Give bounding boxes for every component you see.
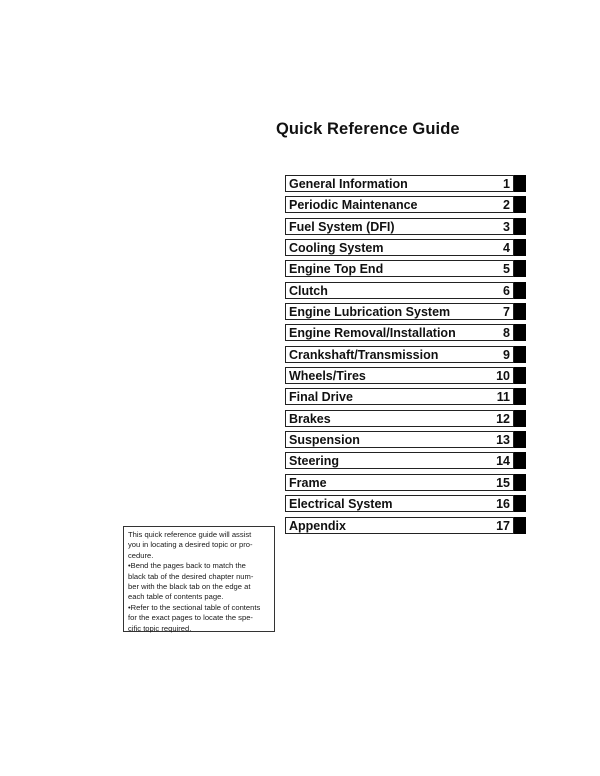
toc-item-box <box>285 452 514 469</box>
toc-item-label: Engine Lubrication System <box>289 305 451 320</box>
toc-item-number: 10 <box>496 369 510 384</box>
toc-item-engine-lubrication-system[interactable] <box>285 303 527 320</box>
toc-item-box <box>285 431 514 448</box>
chapter-tab <box>514 324 526 341</box>
usage-note-line: cific topic required. <box>128 623 192 633</box>
toc-item-box <box>285 239 514 256</box>
toc-item-number: 4 <box>503 241 510 256</box>
toc-item-label: Electrical System <box>289 497 393 512</box>
toc-item-label: Fuel System (DFI) <box>289 219 395 234</box>
toc-item-final-drive[interactable] <box>285 388 527 405</box>
toc-item-cooling-system[interactable] <box>285 239 527 256</box>
chapter-tab <box>514 495 526 512</box>
toc-item-label: Final Drive <box>289 390 353 405</box>
toc-item-box <box>285 367 514 384</box>
toc-item-frame[interactable] <box>285 474 527 491</box>
toc-item-label: Engine Removal/Installation <box>289 326 456 341</box>
toc-item-label: Steering <box>289 454 340 469</box>
usage-note-line: •Bend the pages back to match the <box>128 561 246 571</box>
usage-note-line: each table of contents page. <box>128 592 224 602</box>
toc-item-label: General Information <box>289 177 408 191</box>
toc-item-number: 13 <box>496 433 510 448</box>
chapter-tab <box>514 452 526 469</box>
toc-item-box <box>285 388 514 405</box>
toc-item-number: 6 <box>503 283 510 298</box>
toc-item-label: Engine Top End <box>289 262 384 277</box>
chapter-tab <box>514 367 526 384</box>
usage-note-box <box>123 526 275 632</box>
table-of-contents <box>285 175 527 538</box>
toc-item-box <box>285 324 514 341</box>
toc-item-box <box>285 260 514 277</box>
usage-note-line: This quick reference guide will assist <box>128 530 252 539</box>
toc-item-number: 15 <box>496 475 510 490</box>
toc-item-clutch[interactable] <box>285 282 527 299</box>
toc-item-engine-top-end[interactable] <box>285 260 527 277</box>
toc-item-number: 17 <box>496 518 510 533</box>
toc-item-label: Suspension <box>289 433 360 448</box>
chapter-tab <box>514 239 526 256</box>
toc-item-periodic-maintenance[interactable] <box>285 196 527 213</box>
toc-item-box <box>285 517 514 534</box>
toc-item-box <box>285 303 514 320</box>
usage-note-line: ber with the black tab on the edge at <box>128 582 251 592</box>
toc-item-box <box>285 175 514 192</box>
usage-note-line: black tab of the desired chapter num- <box>128 571 254 581</box>
toc-item-number: 1 <box>503 177 510 191</box>
toc-item-label: Appendix <box>289 518 346 533</box>
toc-item-number: 12 <box>496 411 510 426</box>
toc-item-number: 8 <box>503 326 510 341</box>
usage-note-line: you in locating a desired topic or pro- <box>128 540 253 550</box>
toc-item-steering[interactable] <box>285 452 527 469</box>
toc-item-box <box>285 474 514 491</box>
page-title: Quick Reference Guide <box>276 120 460 138</box>
toc-item-label: Brakes <box>289 411 331 426</box>
usage-note-line: •Refer to the sectional table of contents <box>128 602 261 612</box>
toc-item-brakes[interactable] <box>285 410 527 427</box>
toc-item-number: 7 <box>503 305 510 320</box>
chapter-tab <box>514 410 526 427</box>
usage-note-line: for the exact pages to locate the spe- <box>128 613 253 623</box>
toc-item-box <box>285 218 514 235</box>
toc-item-label: Clutch <box>289 283 328 298</box>
chapter-tab <box>514 303 526 320</box>
toc-item-appendix[interactable] <box>285 517 527 534</box>
chapter-tab <box>514 474 526 491</box>
chapter-tab <box>514 517 526 534</box>
toc-item-box <box>285 410 514 427</box>
toc-item-engine-removal-installation[interactable] <box>285 324 527 341</box>
toc-item-suspension[interactable] <box>285 431 527 448</box>
toc-item-label: Wheels/Tires <box>289 369 366 384</box>
toc-item-number: 9 <box>503 347 510 362</box>
chapter-tab <box>514 175 526 192</box>
toc-item-label: Cooling System <box>289 241 384 256</box>
toc-item-label: Periodic Maintenance <box>289 198 418 213</box>
chapter-tab <box>514 218 526 235</box>
toc-item-box <box>285 495 514 512</box>
chapter-tab <box>514 431 526 448</box>
chapter-tab <box>514 260 526 277</box>
toc-item-box <box>285 196 514 213</box>
toc-item-number: 3 <box>503 219 510 234</box>
toc-item-box <box>285 282 514 299</box>
toc-item-label: Crankshaft/Transmission <box>289 347 439 362</box>
toc-item-crankshaft-transmission[interactable] <box>285 346 527 363</box>
chapter-tab <box>514 196 526 213</box>
toc-item-number: 5 <box>503 262 510 277</box>
toc-item-electrical-system[interactable] <box>285 495 527 512</box>
toc-item-number: 2 <box>503 198 510 213</box>
toc-item-number: 16 <box>496 497 510 512</box>
toc-item-box <box>285 346 514 363</box>
toc-item-wheels-tires[interactable] <box>285 367 527 384</box>
chapter-tab <box>514 388 526 405</box>
chapter-tab <box>514 346 526 363</box>
toc-item-fuel-system[interactable] <box>285 218 527 235</box>
chapter-tab <box>514 282 526 299</box>
toc-item-general-information[interactable] <box>285 175 527 192</box>
toc-item-number: 11 <box>496 390 510 405</box>
toc-item-number: 14 <box>496 454 510 469</box>
usage-note-line: cedure. <box>128 550 154 560</box>
toc-item-label: Frame <box>289 475 327 490</box>
